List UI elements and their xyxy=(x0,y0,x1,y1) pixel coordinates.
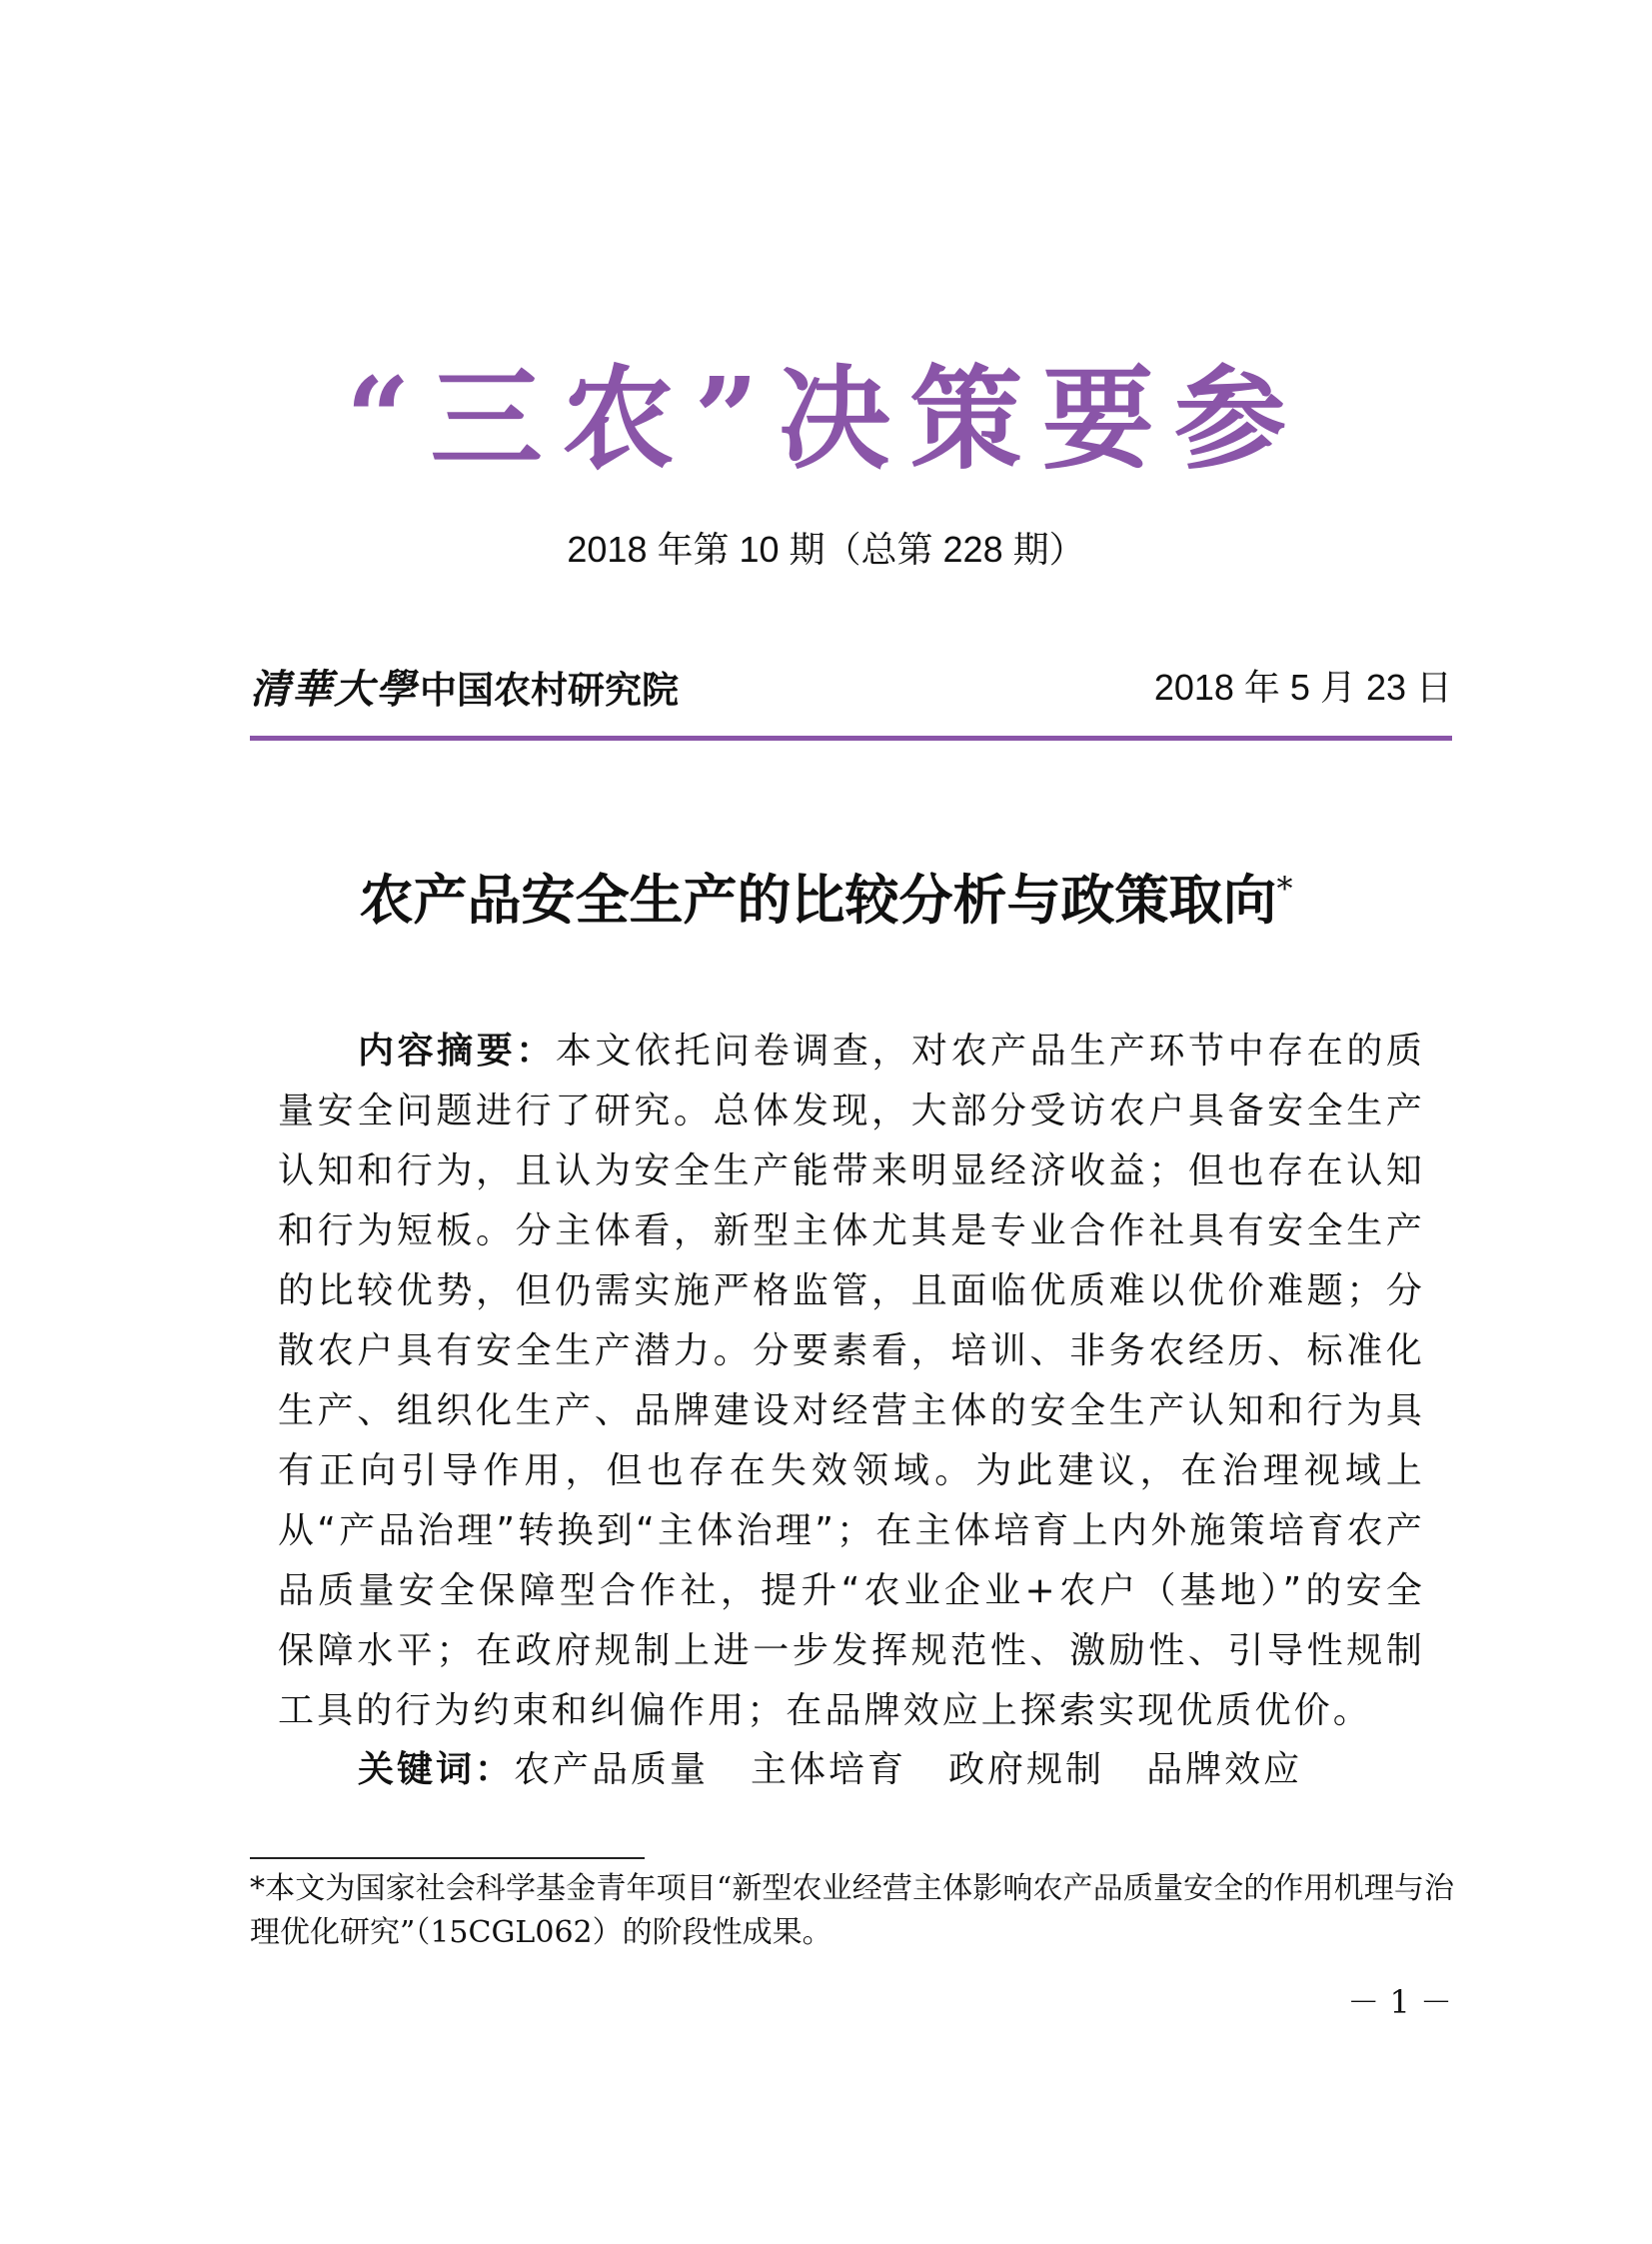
masthead-title: “三农”决策要参 xyxy=(346,354,1306,485)
page-number: － 1 － xyxy=(1347,1983,1452,2021)
keyword-item: 政府规制 xyxy=(948,1749,1105,1790)
article-title-text: 农产品安全生产的比较分析与政策取向 xyxy=(359,868,1277,932)
footnote-rule xyxy=(250,1857,645,1859)
publication-date: 2018 年 5 月 23 日 xyxy=(1153,667,1452,708)
abstract-label: 内容摘要： xyxy=(358,1031,556,1072)
keyword-item: 主体培育 xyxy=(751,1749,907,1790)
header-divider xyxy=(250,736,1452,741)
university-logo-text: 清華大學 xyxy=(250,666,418,713)
abstract-paragraph xyxy=(278,1022,1425,1741)
keywords-line xyxy=(358,1741,1344,1792)
keyword-item: 农产品质量 xyxy=(514,1749,710,1790)
publisher-row xyxy=(250,658,1452,718)
keyword-item: 品牌效应 xyxy=(1146,1749,1303,1790)
keywords-label: 关键词： xyxy=(358,1749,515,1790)
abstract-body: 本文依托问卷调查，对农产品生产环节中存在的质量安全问题进行了研究。总体发现，大部分受访农户具备安全生产认知和行为，且认为安全生产能带来明显经济收益；但也存在认知和行为短板。分主体看，新型主体尤其是专业合作社具有安全生产的比较优势，但仍需实施严格监管，且面临优质难以优价难题；分散农户具有安全生产潜力。分要素看，培训、非务农经历、标准化生产、组织化生产、品牌建设对经营主体的安全生产认知和行为具有正向引导作用，但也存在失效领域。为此建议，在治理视域上从“产品治理”转换到“主体治理”；在主体培育上内外施策培育农产品质量安全保障型合作社，提升“农业企业+农户（基地）”的安全保障水平；在政府规制上进一步发挥规范性、激励性、引导性规制工具的行为约束和纠偏作用；在品牌效应上探索实现优质优价。 xyxy=(278,1031,1425,1731)
issue-number: 2018 年第 10 期（总第 228 期） xyxy=(567,529,1085,570)
footnote-text: *本文为国家社会科学基金青年项目“新型农业经营主体影响农产品质量安全的作用机理与治理优化研究”（15CGL062）的阶段性成果。 xyxy=(250,1871,1454,1950)
institute-name: 中国农村研究院 xyxy=(420,668,679,712)
article-title xyxy=(0,858,1652,935)
footnote-marker: * xyxy=(1276,870,1293,908)
